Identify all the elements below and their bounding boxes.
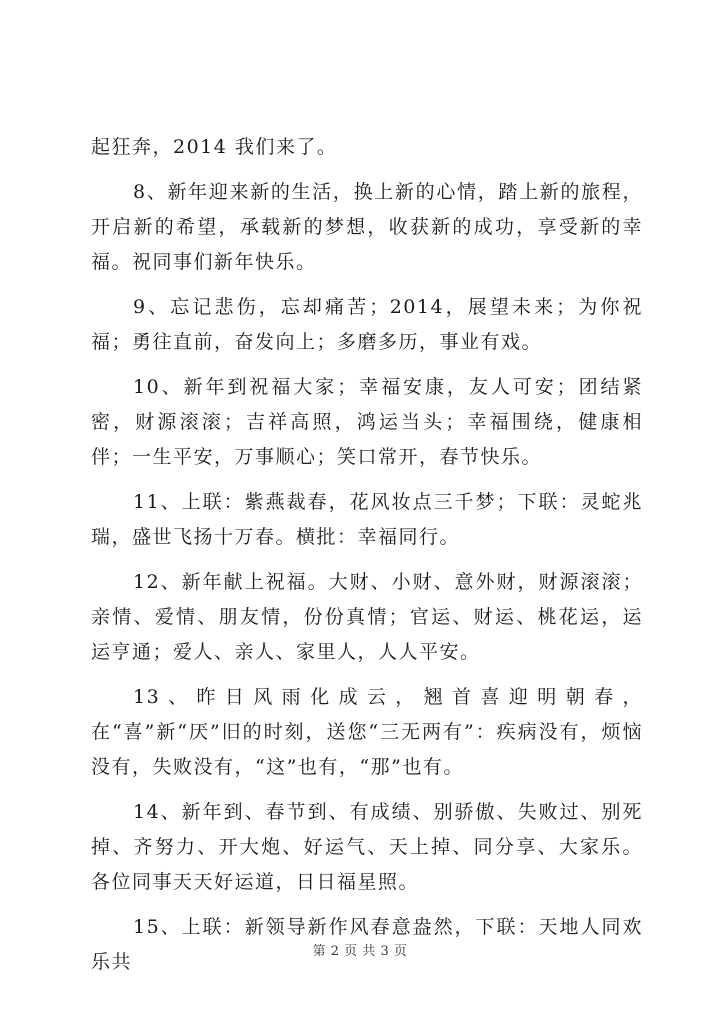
paragraph-item-11: 11、上联：紫燕裁春，花风妆点三千梦；下联：灵蛇兆瑞，盛世飞扬十万春。横批：幸福同行。	[91, 491, 643, 548]
paragraph-continuation: 起狂奔，2014 我们来了。	[91, 136, 338, 158]
document-body	[91, 130, 643, 990]
paragraph-item-13: 13、昨日风雨化成云，翘首喜迎明朝春，在“喜”新“厌”旧的时刻，送您“三无两有”：疾病没有，烦恼没有，失败没有，“这”也有，“那”也有。	[91, 686, 643, 778]
paragraph-item-12: 12、新年献上祝福。大财、小财、意外财，财源滚滚；亲情、爱情、朋友情，份份真情；官运、财运、桃花运，运运亨通；爱人、亲人、家里人，人人平安。	[91, 571, 643, 663]
paragraph-item-9: 9、忘记悲伤，忘却痛苦；2014，展望未来；为你祝福；勇往直前，奋发向上；多磨多历，事业有戏。	[91, 296, 643, 353]
paragraph-item-10: 10、新年到祝福大家；幸福安康，友人可安；团结紧密，财源滚滚；吉祥高照，鸿运当头；幸福围绕，健康相伴；一生平安，万事顺心；笑口常开，春节快乐。	[91, 376, 643, 468]
paragraph-item-14: 14、新年到、春节到、有成绩、别骄傲、失败过、别死掉、齐努力、开大炮、好运气、天上掉、同分享、大家乐。各位同事天天好运道，日日福星照。	[91, 801, 643, 893]
page-number-footer: 第 2 页 共 3 页	[312, 944, 408, 959]
paragraph-item-8: 8、新年迎来新的生活，换上新的心情，踏上新的旅程，开启新的希望，承载新的梦想，收获新的成功，享受新的幸福。祝同事们新年快乐。	[91, 181, 643, 273]
paragraph-item-15: 15、上联：新领导新作风春意盎然，下联：天地人同欢乐共	[91, 916, 643, 973]
